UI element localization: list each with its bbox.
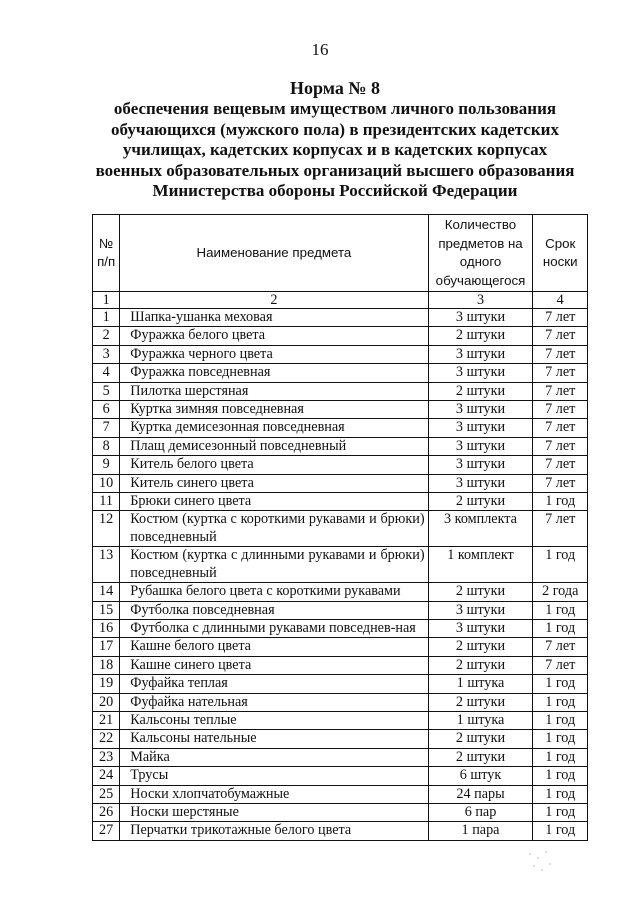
- item-wear-term: 7 лет: [533, 437, 588, 455]
- subtitle-line: обучающихся (мужского пола) в президентских кадетских: [111, 119, 559, 139]
- header-term: Срок носки: [533, 215, 588, 292]
- table-row: [93, 474, 588, 492]
- row-number: 23: [93, 748, 120, 766]
- item-wear-term: 1 год: [533, 675, 588, 693]
- item-quantity: 1 комплект: [428, 547, 533, 583]
- item-quantity: 1 штука: [428, 675, 533, 693]
- header-qty: Количество предметов на одного обучающегося: [428, 215, 533, 292]
- item-name: Перчатки трикотажные белого цвета: [120, 822, 428, 840]
- table-row: [93, 601, 588, 619]
- row-number: 12: [93, 511, 120, 547]
- item-name: Фуфайка нательная: [120, 693, 428, 711]
- table-row: [93, 730, 588, 748]
- row-number: 6: [93, 401, 120, 419]
- header-name: Наименование предмета: [120, 215, 428, 292]
- table-row: [93, 619, 588, 637]
- item-name: Пилотка шерстяная: [120, 382, 428, 400]
- row-number: 16: [93, 619, 120, 637]
- row-number: 2: [93, 327, 120, 345]
- column-index: 4: [533, 292, 588, 309]
- row-number: 24: [93, 767, 120, 785]
- row-number: 8: [93, 437, 120, 455]
- item-wear-term: 1 год: [533, 767, 588, 785]
- row-number: 21: [93, 711, 120, 729]
- row-number: 14: [93, 583, 120, 601]
- item-wear-term: 1 год: [533, 601, 588, 619]
- item-wear-term: 7 лет: [533, 656, 588, 674]
- item-wear-term: 7 лет: [533, 382, 588, 400]
- norm-title: Норма № 8: [290, 78, 380, 98]
- item-quantity: 6 пар: [428, 803, 533, 821]
- item-wear-term: 7 лет: [533, 327, 588, 345]
- row-number: 22: [93, 730, 120, 748]
- item-quantity: 3 штуки: [428, 474, 533, 492]
- table-row: [93, 382, 588, 400]
- item-quantity: 2 штуки: [428, 656, 533, 674]
- table-row: [93, 364, 588, 382]
- table-row: [93, 638, 588, 656]
- item-name: Куртка зимняя повседневная: [120, 401, 428, 419]
- item-quantity: 24 пары: [428, 785, 533, 803]
- item-name: Шапка-ушанка меховая: [120, 309, 428, 327]
- row-number: 20: [93, 693, 120, 711]
- item-wear-term: 7 лет: [533, 309, 588, 327]
- item-wear-term: 7 лет: [533, 511, 588, 547]
- item-wear-term: 7 лет: [533, 345, 588, 363]
- item-quantity: 3 комплекта: [428, 511, 533, 547]
- subtitle-line: военных образовательных организаций высшего образования: [95, 160, 575, 180]
- item-wear-term: 1 год: [533, 493, 588, 511]
- item-name: Брюки синего цвета: [120, 493, 428, 511]
- item-wear-term: 7 лет: [533, 474, 588, 492]
- item-name: Футболка повседневная: [120, 601, 428, 619]
- row-number: 17: [93, 638, 120, 656]
- row-number: 4: [93, 364, 120, 382]
- item-quantity: 3 штуки: [428, 619, 533, 637]
- page-number: 16: [311, 40, 329, 59]
- row-number: 25: [93, 785, 120, 803]
- table-row: [93, 767, 588, 785]
- table-row: [93, 785, 588, 803]
- item-quantity: 2 штуки: [428, 583, 533, 601]
- item-name: Куртка демисезонная повседневная: [120, 419, 428, 437]
- table-row: [93, 822, 588, 840]
- item-name: Кальсоны теплые: [120, 711, 428, 729]
- row-number: 9: [93, 456, 120, 474]
- item-name: Футболка с длинными рукавами повседнев-ная: [120, 619, 428, 637]
- table-row: [93, 437, 588, 455]
- table-row: [93, 803, 588, 821]
- column-index: 2: [120, 292, 428, 309]
- item-quantity: 2 штуки: [428, 638, 533, 656]
- row-number: 3: [93, 345, 120, 363]
- item-name: Кашне белого цвета: [120, 638, 428, 656]
- item-quantity: 3 штуки: [428, 456, 533, 474]
- table-row: [93, 327, 588, 345]
- item-name: Китель синего цвета: [120, 474, 428, 492]
- item-quantity: 2 штуки: [428, 748, 533, 766]
- item-name: Рубашка белого цвета с короткими рукавами: [120, 583, 428, 601]
- item-wear-term: 1 год: [533, 730, 588, 748]
- item-quantity: 1 штука: [428, 711, 533, 729]
- item-quantity: 3 штуки: [428, 309, 533, 327]
- faint-stamp-mark: [520, 846, 560, 876]
- item-quantity: 2 штуки: [428, 730, 533, 748]
- item-quantity: 2 штуки: [428, 693, 533, 711]
- table-row: [93, 547, 588, 583]
- row-number: 26: [93, 803, 120, 821]
- table-row: [93, 345, 588, 363]
- row-number: 27: [93, 822, 120, 840]
- table-body: [93, 292, 588, 841]
- table-row: [93, 711, 588, 729]
- item-wear-term: 1 год: [533, 785, 588, 803]
- row-number: 5: [93, 382, 120, 400]
- item-name: Кальсоны нательные: [120, 730, 428, 748]
- row-number: 13: [93, 547, 120, 583]
- item-quantity: 3 штуки: [428, 601, 533, 619]
- item-quantity: 3 штуки: [428, 419, 533, 437]
- item-name: Носки хлопчатобумажные: [120, 785, 428, 803]
- item-quantity: 3 штуки: [428, 364, 533, 382]
- item-name: Китель белого цвета: [120, 456, 428, 474]
- table-row: [93, 583, 588, 601]
- item-quantity: 2 штуки: [428, 382, 533, 400]
- item-wear-term: 7 лет: [533, 401, 588, 419]
- document-heading: [60, 77, 610, 202]
- item-name: Трусы: [120, 767, 428, 785]
- item-wear-term: 1 год: [533, 822, 588, 840]
- item-name: Костюм (куртка с длинными рукавами и брюки) повседневный: [120, 547, 428, 583]
- header-num: № п/п: [93, 215, 120, 292]
- subtitle-line: обеспечения вещевым имуществом личного пользования: [113, 99, 557, 118]
- table-row: [93, 675, 588, 693]
- item-wear-term: 7 лет: [533, 456, 588, 474]
- item-quantity: 2 штуки: [428, 493, 533, 511]
- item-quantity: 3 штуки: [428, 401, 533, 419]
- table-row: [93, 309, 588, 327]
- item-wear-term: 1 год: [533, 619, 588, 637]
- item-name: Фуражка повседневная: [120, 364, 428, 382]
- item-name: Майка: [120, 748, 428, 766]
- table-row: [93, 656, 588, 674]
- item-wear-term: 1 год: [533, 803, 588, 821]
- item-quantity: 3 штуки: [428, 437, 533, 455]
- item-wear-term: 2 года: [533, 583, 588, 601]
- row-number: 1: [93, 309, 120, 327]
- item-quantity: 1 пара: [428, 822, 533, 840]
- item-wear-term: 7 лет: [533, 364, 588, 382]
- item-name: Фуражка белого цвета: [120, 327, 428, 345]
- item-quantity: 2 штуки: [428, 327, 533, 345]
- column-index-row: [93, 292, 588, 309]
- table-row: [93, 419, 588, 437]
- item-name: Фуражка черного цвета: [120, 345, 428, 363]
- item-name: Кашне синего цвета: [120, 656, 428, 674]
- table-row: [93, 511, 588, 547]
- row-number: 11: [93, 493, 120, 511]
- subtitle-line: училищах, кадетских корпусах и в кадетских корпусах: [122, 140, 548, 159]
- table-row: [93, 693, 588, 711]
- table-row: [93, 493, 588, 511]
- item-quantity: 6 штук: [428, 767, 533, 785]
- item-wear-term: 7 лет: [533, 638, 588, 656]
- item-wear-term: 1 год: [533, 693, 588, 711]
- item-wear-term: 1 год: [533, 547, 588, 583]
- row-number: 10: [93, 474, 120, 492]
- row-number: 18: [93, 656, 120, 674]
- item-name: Костюм (куртка с короткими рукавами и брюки) повседневный: [120, 511, 428, 547]
- norm-table: [92, 214, 588, 841]
- row-number: 7: [93, 419, 120, 437]
- item-name: Фуфайка теплая: [120, 675, 428, 693]
- item-name: Носки шерстяные: [120, 803, 428, 821]
- table-row: [93, 456, 588, 474]
- table-row: [93, 748, 588, 766]
- column-index: 3: [428, 292, 533, 309]
- row-number: 19: [93, 675, 120, 693]
- norm-subtitle: [60, 99, 610, 202]
- item-name: Плащ демисезонный повседневный: [120, 437, 428, 455]
- item-wear-term: 1 год: [533, 711, 588, 729]
- table-row: [93, 401, 588, 419]
- table-header-row: [93, 215, 588, 292]
- item-quantity: 3 штуки: [428, 345, 533, 363]
- subtitle-line: Министерства обороны Российской Федерации: [152, 181, 518, 200]
- item-wear-term: 1 год: [533, 748, 588, 766]
- column-index: 1: [93, 292, 120, 309]
- item-wear-term: 7 лет: [533, 419, 588, 437]
- row-number: 15: [93, 601, 120, 619]
